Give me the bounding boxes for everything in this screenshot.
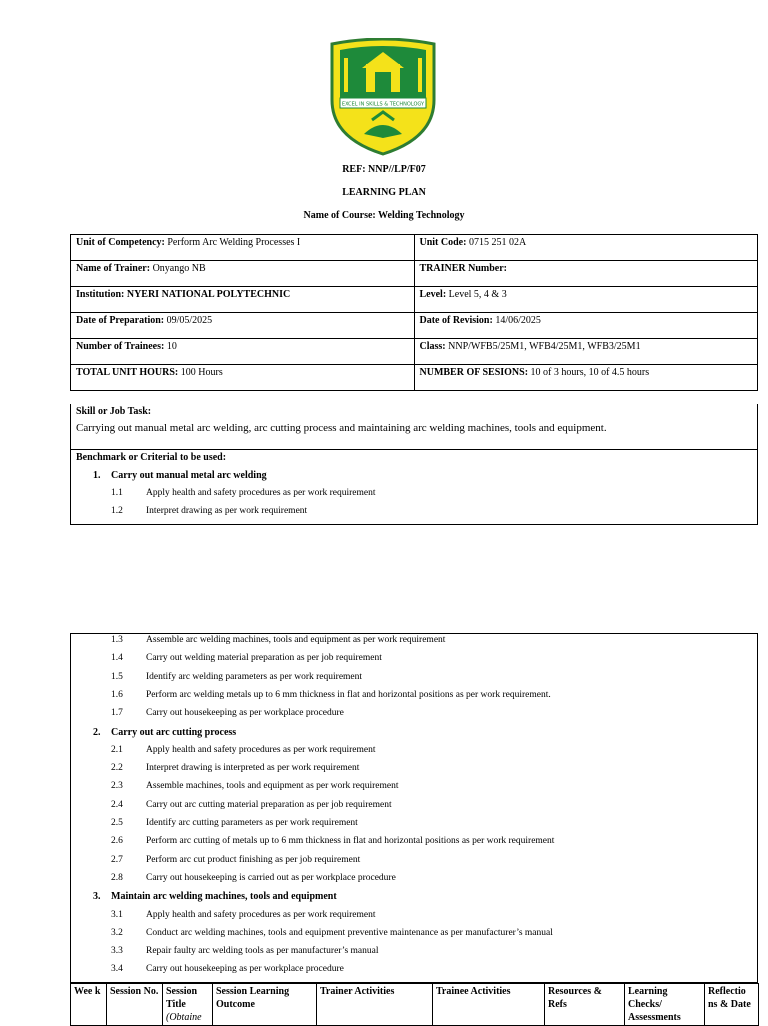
- session-title-label: Session Title: [166, 986, 198, 1010]
- criterion-number: 2.2: [111, 763, 123, 774]
- info-cell-right: [414, 365, 758, 391]
- info-label: Level:: [419, 289, 447, 300]
- info-label: Name of Trainer:: [76, 263, 151, 274]
- main-criterion-text: Maintain arc welding machines, tools and equipment: [111, 891, 337, 903]
- criterion-text: Interpret drawing as per work requirement: [146, 506, 308, 516]
- col-resources: Resources & Refs: [545, 984, 625, 1026]
- plan-title: LEARNING PLAN: [342, 187, 426, 198]
- col-week: Wee k: [71, 984, 107, 1026]
- criterion-number: 3.4: [111, 964, 123, 975]
- criterion-number: 3.2: [111, 927, 123, 938]
- info-label: Class:: [419, 341, 446, 352]
- criterion-text: Apply health and safety procedures as per work requirement: [146, 744, 376, 755]
- info-cell-left: [71, 235, 415, 261]
- info-label: NUMBER OF SESIONS:: [419, 367, 529, 378]
- col-session-title: [163, 984, 213, 1026]
- criterion-text: Identify arc welding parameters as per work requirement: [146, 671, 363, 682]
- criterion-number: 3.1: [111, 909, 123, 920]
- criterion-number: 2.3: [111, 781, 123, 792]
- info-value: 10: [164, 341, 177, 352]
- info-value: 0715 251 02A: [466, 237, 527, 248]
- benchmark-main-1-number: 1.: [93, 470, 101, 481]
- info-value: Onyango NB: [150, 263, 206, 274]
- criterion-text: Perform arc cutting of metals up to 6 mm thickness in flat and horizontal positions as per work requirement: [146, 836, 555, 847]
- criterion-number: 1.5: [111, 671, 123, 682]
- criterion-text: Perform arc welding metals up to 6 mm thickness in flat and horizontal positions as per work requirement.: [146, 689, 551, 700]
- info-label: Unit of Competency:: [76, 237, 165, 248]
- info-cell-right: [414, 235, 758, 261]
- info-label: Unit Code:: [419, 237, 467, 248]
- benchmark-label: Benchmark or Criterial to be used:: [76, 452, 227, 463]
- criterion-text: Carry out housekeeping as per workplace procedure: [146, 964, 344, 975]
- info-cell-left: [71, 313, 415, 339]
- benchmark-main-1-text: Carry out manual metal arc welding: [111, 470, 267, 481]
- col-learning-outcome: Session Learning Outcome: [213, 984, 317, 1026]
- info-cell-left: [71, 261, 415, 287]
- info-cell-left: [71, 365, 415, 391]
- criterion-number: 2.8: [111, 872, 123, 883]
- reference-number: REF: NNP//LP/F07: [342, 164, 426, 175]
- criterion-number: 2.6: [111, 836, 123, 847]
- col-reflections: Reflectio ns & Date: [705, 984, 759, 1026]
- info-cell-left: [71, 339, 415, 365]
- main-criterion-text: Carry out arc cutting process: [111, 726, 237, 738]
- criterion-text: Apply health and safety procedures as per work requirement: [146, 488, 376, 498]
- criterion-text: Interpret drawing is interpreted as per work requirement: [146, 763, 360, 774]
- benchmark-continued-section: [70, 633, 758, 983]
- criterion-number: 1.6: [111, 689, 123, 700]
- info-cell-right: [414, 313, 758, 339]
- polytechnic-logo: [328, 38, 438, 156]
- info-value: Perform Arc Welding Processes I: [164, 237, 301, 248]
- info-value: Level 5, 4 & 3: [446, 289, 507, 300]
- criterion-text: Apply health and safety procedures as per work requirement: [146, 909, 376, 920]
- info-value: 10 of 3 hours, 10 of 4.5 hours: [528, 367, 650, 378]
- info-label: TOTAL UNIT HOURS:: [76, 367, 179, 378]
- info-row: [71, 261, 758, 287]
- criterion-text: Identify arc cutting parameters as per work requirement: [146, 818, 358, 828]
- criterion-text: Perform arc cut product finishing as per job requirement: [146, 854, 361, 865]
- info-cell-left: [71, 287, 415, 313]
- info-cell-right: [414, 339, 758, 365]
- criterion-text: Carry out welding material preparation as per job requirement: [146, 653, 382, 664]
- criterion-text: Carry out housekeeping is carried out as per workplace procedure: [146, 872, 396, 883]
- criterion-number: 1.3: [111, 635, 123, 645]
- criterion-number: 2.1: [111, 744, 123, 755]
- criterion-text: Carry out arc cutting material preparation as per job requirement: [146, 799, 392, 810]
- criterion-text: Repair faulty arc welding tools as per manufacturer’s manual: [146, 946, 379, 957]
- criterion-number: 1.2: [111, 506, 123, 516]
- info-value: NNP/WFB5/25M1, WFB4/25M1, WFB3/25M1: [445, 341, 641, 352]
- info-label: Number of Trainees:: [76, 341, 165, 352]
- col-learning-checks: Learning Checks/ Assessments: [625, 984, 705, 1026]
- criterion-text: Carry out housekeeping as per workplace procedure: [146, 708, 344, 719]
- info-row: [71, 235, 758, 261]
- info-value: 09/05/2025: [164, 315, 213, 326]
- criterion-text: Assemble machines, tools and equipment as per work requirement: [146, 781, 399, 792]
- criterion-number: 2.5: [111, 818, 123, 828]
- criterion-number: 2.4: [111, 799, 123, 810]
- info-label: Institution: NYERI NATIONAL POLYTECHNIC: [76, 289, 291, 300]
- info-label: Date of Preparation:: [76, 315, 165, 326]
- schedule-table-header: [70, 983, 759, 1026]
- col-trainer-activities: Trainer Activities: [317, 984, 433, 1026]
- skill-text: Carrying out manual metal arc welding, arc cutting process and maintaining arc welding machines, tools and equipment.: [76, 422, 607, 434]
- criterion-number: 2.7: [111, 854, 123, 865]
- criterion-number: 1.7: [111, 708, 123, 719]
- criterion-text: Conduct arc welding machines, tools and equipment preventive maintenance as per manufacturer’s manual: [146, 927, 553, 938]
- info-cell-right: [414, 261, 758, 287]
- criterion-text: Assemble arc welding machines, tools and equipment as per work requirement: [146, 635, 446, 645]
- main-criterion-number: 2.: [93, 726, 101, 738]
- info-cell-right: [414, 287, 758, 313]
- criterion-number: 3.3: [111, 946, 123, 957]
- info-value: 100 Hours: [178, 367, 223, 378]
- svg-text:EXCEL IN SKILLS & TECHNOLOGY: EXCEL IN SKILLS & TECHNOLOGY: [341, 101, 425, 108]
- info-row: [71, 313, 758, 339]
- unit-info-table: [70, 234, 758, 391]
- info-row: [71, 339, 758, 365]
- info-label: Date of Revision:: [419, 315, 493, 326]
- skill-label: Skill or Job Task:: [76, 406, 152, 417]
- main-criterion-number: 3.: [93, 891, 101, 903]
- info-label: TRAINER Number:: [419, 263, 507, 274]
- col-session-no: Session No.: [107, 984, 163, 1026]
- session-title-note: (Obtaine: [166, 1012, 202, 1023]
- info-value: 14/06/2025: [492, 315, 541, 326]
- col-trainee-activities: Trainee Activities: [433, 984, 545, 1026]
- skill-section: [70, 404, 758, 450]
- course-name: Name of Course: Welding Technology: [303, 210, 465, 221]
- benchmark-section: [70, 450, 758, 525]
- info-row: [71, 287, 758, 313]
- criterion-number: 1.4: [111, 653, 123, 664]
- info-row: [71, 365, 758, 391]
- criterion-number: 1.1: [111, 488, 123, 498]
